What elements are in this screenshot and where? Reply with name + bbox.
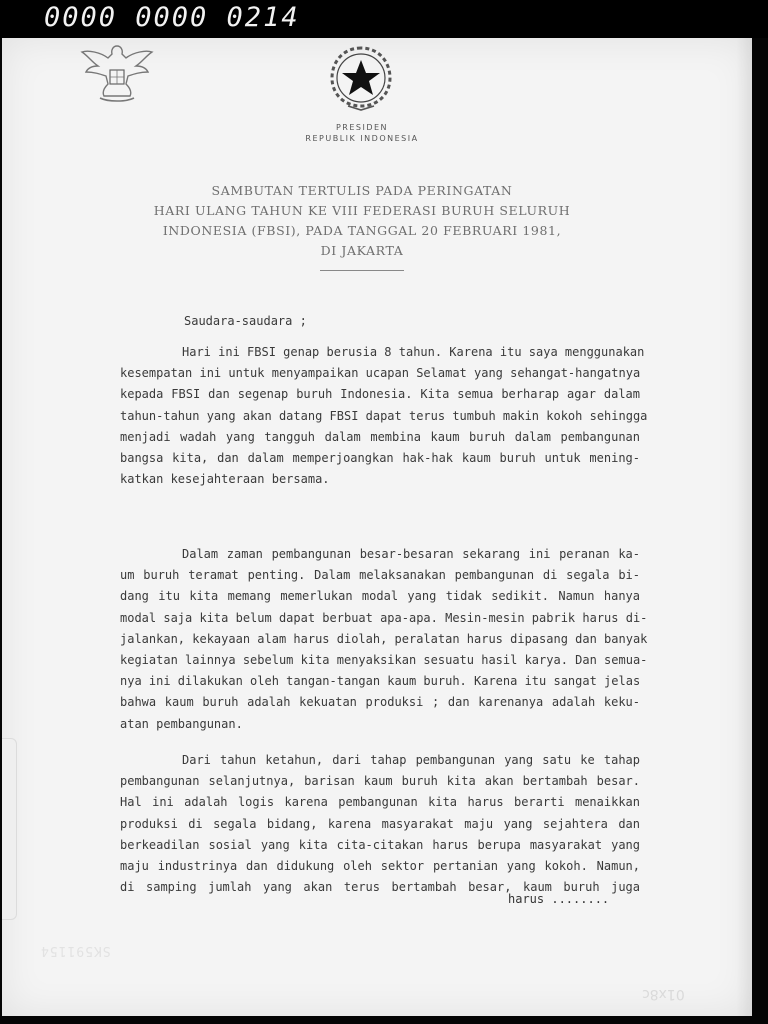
corner-mark: 01x8c: [642, 986, 685, 1002]
paragraph-3: [120, 750, 640, 898]
text-line: bangsa kita, dan dalam memperjoangkan hak-hak kaum buruh untuk mening-: [120, 450, 640, 465]
text-line: kepada FBSI dan segenap buruh Indonesia. Kita semua berharap agar dalam: [120, 387, 640, 402]
frame-number: 0000 0000 0214: [44, 2, 300, 33]
garuda-emblem-icon: [78, 40, 156, 104]
paragraph-2: [120, 544, 648, 735]
text-line: nya ini dilakukan oleh tangan-tangan kaum buruh. Karena itu sangat jelas: [120, 674, 641, 689]
letterhead: [252, 122, 472, 144]
text-line: modal saja kita belum dapat berbuat apa-apa. Mesin-mesin pabrik harus di-: [120, 610, 648, 625]
text-line: kegiatan lainnya sebelum kita menyaksikan sesuatu hasil karya. Dan semua-: [120, 652, 648, 667]
salutation: Saudara-saudara ;: [184, 314, 307, 328]
text-line: berkeadilan sosial yang kita cita-citakan harus berupa masyarakat yang: [120, 837, 640, 852]
text-line: Hari ini FBSI genap berusia 8 tahun. Karena itu saya menggunakan: [182, 345, 645, 359]
continuation-catchword: harus ........: [508, 892, 610, 906]
text-line: maju industrinya dan didukung oleh sektor pertanian yang kokoh. Namun,: [120, 858, 640, 873]
text-line: produksi di segala bidang, karena masyarakat maju yang sejahtera dan: [120, 816, 640, 831]
text-line: jalankan, kekayaan alam harus diolah, peralatan harus dipasang dan banyak: [120, 631, 648, 646]
microfilm-header-bar: [0, 0, 768, 38]
title-line: INDONESIA (FBSI), PADA TANGGAL 20 FEBRUARI 1981,: [162, 223, 562, 238]
title-line: SAMBUTAN TERTULIS PADA PERINGATAN: [211, 183, 513, 198]
text-line: kesempatan ini untuk menyampaikan ucapan Selamat yang sehangat-hangatnya: [120, 366, 641, 381]
archive-stamp: SK591154: [40, 943, 111, 958]
text-line: katkan kesejahteraan bersama.: [120, 472, 330, 487]
letterhead-line-2: REPUBLIK INDONESIA: [305, 134, 419, 143]
text-line: Dari tahun ketahun, dari tahap pembangunan yang satu ke tahap: [182, 753, 640, 767]
text-line: menjadi wadah yang tangguh dalam membina kaum buruh dalam pembangunan: [120, 429, 640, 444]
document-page: [2, 38, 752, 1016]
text-line: atan pembangunan.: [120, 716, 243, 731]
title-line: HARI ULANG TAHUN KE VIII FEDERASI BURUH SELURUH: [153, 203, 571, 218]
text-line: bahwa kaum buruh adalah kekuatan produksi ; dan karenanya adalah keku-: [120, 695, 640, 710]
text-line: pembangunan selanjutnya, barisan kaum buruh kita akan bertambah besar.: [120, 774, 640, 789]
letterhead-line-1: PRESIDEN: [335, 123, 389, 132]
text-line: um buruh teramat penting. Dalam melaksanakan pembangunan di segala bi-: [120, 568, 640, 583]
text-line: dang itu kita memang memerlukan modal yang tidak sedikit. Namun hanya: [120, 589, 640, 604]
presidential-seal-icon: [318, 40, 404, 114]
title-underline: [320, 270, 404, 271]
text-line: Dalam zaman pembangunan besar-besaran sekarang ini peranan ka-: [182, 547, 640, 561]
speech-title: [132, 181, 592, 261]
text-line: Hal ini adalah logis karena pembangunan kita harus berarti menaikkan: [120, 795, 640, 810]
text-line: di samping jumlah yang akan terus bertambah besar, kaum buruh juga: [120, 880, 640, 895]
paragraph-1: [120, 342, 648, 490]
page-edge-tab: [2, 738, 17, 920]
text-line: tahun-tahun yang akan datang FBSI dapat terus tumbuh makin kokoh sehingga: [120, 408, 648, 423]
title-line: DI JAKARTA: [320, 243, 404, 258]
